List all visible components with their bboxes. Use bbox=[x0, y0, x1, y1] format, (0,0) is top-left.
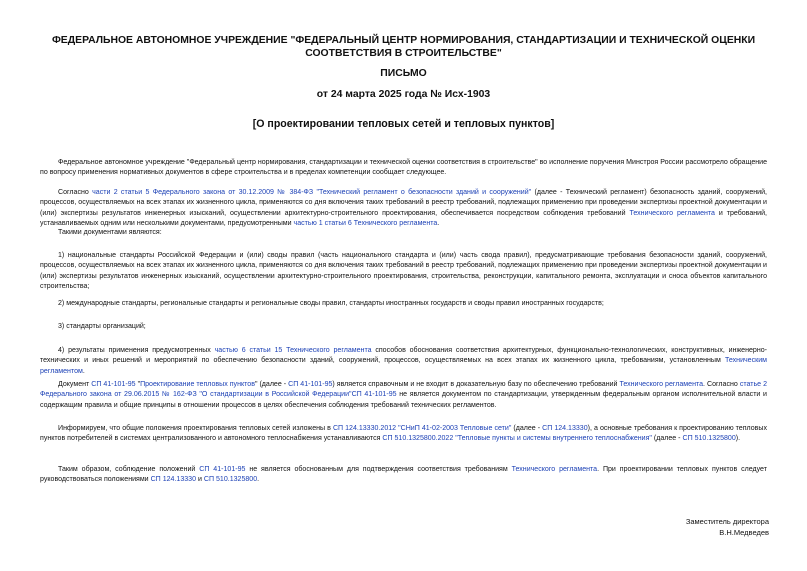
text: 4) результаты применения предусмотренных bbox=[58, 347, 215, 354]
sp41-link[interactable]: СП 41-101-95 bbox=[91, 381, 136, 388]
paragraph-conclusion bbox=[40, 465, 767, 486]
paragraph-regulation bbox=[40, 188, 767, 230]
article-6-link[interactable]: частью 1 статьи 6 Технического регламента bbox=[293, 220, 438, 228]
law-162-link[interactable]: статье 2 Федерального закона от 29.06.2015 № 162-ФЗ "О стандартизации в Российской Федерации" bbox=[40, 381, 767, 399]
text: Согласно bbox=[58, 189, 93, 196]
text: (далее - bbox=[511, 425, 543, 432]
text: и bbox=[196, 476, 204, 484]
sp41-link[interactable]: СП 41-101-95 bbox=[288, 381, 333, 388]
text: и требований, устанавливаемых одним или несколькими документами, предусмотренными bbox=[40, 209, 767, 228]
text: не является документом по стандартизации, утвержденным федеральным органом исполнительной власти и содержащим правила и общие принципы в отношении процессов в целях обеспечения соблюдения требований технических регламентов. bbox=[40, 391, 767, 409]
document-type: ПИСЬМО bbox=[380, 68, 427, 79]
article-15-link[interactable]: частью 6 статьи 15 Технического регламента bbox=[214, 347, 372, 354]
text: . При проектировании тепловых пунктов следует руководствоваться положениями bbox=[40, 466, 767, 484]
tech-regulation-link[interactable]: Технического регламента bbox=[511, 466, 598, 473]
text: ), а основные требования к проектированию тепловых пунктов потребителей в системах централизованного и автономного теплоснабжения устанавливаются bbox=[40, 425, 767, 443]
text: . bbox=[437, 220, 440, 228]
sp510-2022-link[interactable]: СП 510.1325800.2022 "Тепловые пункты и системы внутреннего теплоснабжения" bbox=[382, 435, 652, 443]
text: (далее - bbox=[651, 435, 683, 443]
law-384-link[interactable]: части 2 статьи 5 Федерального закона от 30.12.2009 № 384-ФЗ "Технический регламент о безопасности зданий и сооружений" bbox=[92, 189, 532, 196]
paragraph-documents-intro: Такими документами являются: bbox=[58, 229, 162, 236]
sp41-title-link[interactable]: Проектирование тепловых пунктов bbox=[140, 381, 255, 388]
document-subject: [О проектировании тепловых сетей и тепловых пунктов] bbox=[252, 118, 555, 130]
sp124-link[interactable]: СП 124.13330 bbox=[150, 476, 197, 484]
text: " bbox=[135, 381, 141, 388]
text: . Согласно bbox=[703, 381, 740, 388]
tech-regulation-link[interactable]: Техническим регламентом bbox=[40, 357, 767, 375]
paragraph-sp41 bbox=[40, 380, 767, 411]
paragraph-sp124 bbox=[40, 424, 767, 445]
tech-regulation-link[interactable]: Технического регламента bbox=[629, 209, 715, 217]
text: . bbox=[82, 367, 85, 375]
signature-position: Заместитель директора bbox=[685, 517, 769, 526]
text: (далее - Технический регламент) безопасность зданий, сооружений, процессов, осуществляемых на всех этапах их жизненного цикла, применяются со дня включения таких требований в реестр требований, подлежащих применению при проведении экспертизы проектной документации и (или) экспертизы результатов инженерных изысканий, осуществлении архитектурно-строительного проектирования, обеспечивается посредством соблюдения требований bbox=[40, 189, 767, 217]
text: способов обоснования соответствия архитектурных, функционально-технологических, конструктивных, инженерно-технических и иных решений и мероприятий по обеспечению безопасности зданий, сооружений, процессов, осуществляемых на всех этапах их жизненного цикла, требованиям, установленным bbox=[40, 347, 767, 365]
text: Документ bbox=[58, 381, 92, 388]
text: Таким образом, соблюдение положений bbox=[58, 466, 200, 473]
tech-regulation-link[interactable]: Технического регламента bbox=[619, 381, 704, 388]
signature-name: В.Н.Медведев bbox=[719, 528, 769, 537]
paragraph-intro: Федеральное автономное учреждение "Федеральный центр нормирования, стандартизации и технической оценки соответствия в строительстве" во исполнение поручения Минстроя России рассмотрело обращение по вопросу применения нормативных документов в сфере строительства и в пределах компетенции сообщает следующее. bbox=[40, 159, 767, 177]
list-item-2: 2) международные стандарты, региональные стандарты и региональные своды правил, стандарты иностранных государств и своды правил иностранных государств; bbox=[58, 300, 604, 307]
text: Информируем, что общие положения проектирования тепловых сетей изложены в bbox=[58, 425, 333, 432]
sp510-link[interactable]: СП 510.1325800 bbox=[682, 435, 736, 443]
text: ). bbox=[735, 435, 741, 443]
sp124-link[interactable]: СП 124.13330 bbox=[542, 425, 588, 432]
list-item-3: 3) стандарты организаций; bbox=[58, 323, 146, 330]
sp41-link[interactable]: СП 41-101-95 bbox=[199, 466, 246, 473]
text: ) является справочным и не входит в доказательную базу по обеспечению требований bbox=[332, 381, 620, 388]
list-item-1: 1) национальные стандарты Российской Федерации и (или) своды правил (часть национального стандарта и (или) часть свода правил), предусматривающие требования безопасности зданий, сооружений, процессов, осуществляемых на всех этапах их жизненного цикла, применяются со дня включения таких требований в реестр требований, подлежащих применению при проведении экспертизы проектной документации и (или) экспертизы результатов инженерных изысканий, осуществлении архитектурно-строительного проектирования, строительства, реконструкции, капитального ремонта, эксплуатации и сноса объектов капитального строительства; bbox=[40, 252, 767, 291]
sp124-2012-link[interactable]: СП 124.13330.2012 "СНиП 41-02-2003 Тепловые сети" bbox=[332, 425, 512, 432]
document-date: от 24 марта 2025 года № Исх-1903 bbox=[316, 89, 491, 100]
list-item-4 bbox=[40, 346, 767, 377]
text: . bbox=[257, 476, 260, 484]
text: не является обоснованным для подтверждения соответствия требованиям bbox=[245, 466, 512, 473]
sp41-link[interactable]: СП 41-101-95 bbox=[351, 391, 397, 399]
sp510-link[interactable]: СП 510.1325800 bbox=[203, 476, 258, 484]
organization-name: ФЕДЕРАЛЬНОЕ АВТОНОМНОЕ УЧРЕЖДЕНИЕ "ФЕДЕРАЛЬНЫЙ ЦЕНТР НОРМИРОВАНИЯ, СТАНДАРТИЗАЦИИ И ТЕХНИЧЕСКОЙ ОЦЕНКИ СООТВЕТСТВИЯ В СТРОИТЕЛЬСТВЕ" bbox=[51, 35, 756, 59]
text: " (далее - bbox=[254, 381, 289, 388]
